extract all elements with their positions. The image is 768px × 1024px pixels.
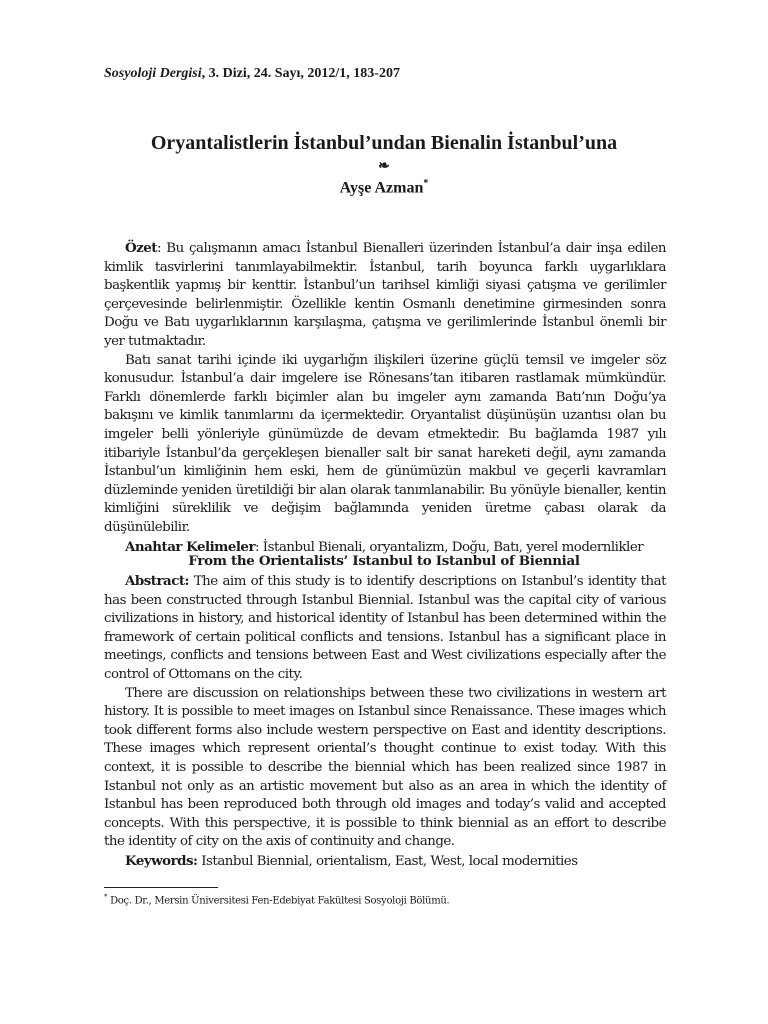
keywords-label-tr: Anahtar Kelimeler [125,538,256,555]
abstract-paragraph [104,572,666,685]
summary-paragraph [104,239,666,352]
keywords-text-en: Istanbul Biennial, orientalism, East, West, local modernities [197,853,578,869]
footnote-text: Doç. Dr., Mersin Üniversitesi Fen-Edebiyat Fakültesi Sosyoloji Bölümü. [107,895,450,907]
journal-name: Sosyoloji Dergisi [104,66,202,81]
summary-text: : Bu çalışmanın amacı İstanbul Bienalleri üzerinden İstanbul’a dair inşa edilen kimlik tasvirlerini tanımlayabilmektir. İstanbul, tarih boyunca farklı uygarlıklara başkentlik yapmış bir kenttir. İstanbul’un tarihsel kimliği siyasi çatışma ve gerilimler çerçevesinde belirlenmiştir. Özellikle kentin Osmanlı denetimine girmesinden sonra Doğu ve Batı uygarlıklarının karşılaşma, çatışma ve gerilimlerinde İstanbul önemli bir yer tutmaktadır. [104,241,666,349]
footnote-mark: * [104,893,108,901]
author-name: Ayşe Azman [339,179,424,197]
author-footnote-mark: * [423,178,429,189]
summary-label: Özet [125,240,157,256]
author-line [0,178,768,197]
keywords-text-tr: : İstanbul Bienali, oryantalizm, Doğu, Batı, yerel modernlikler [255,539,644,555]
abstract-paragraph-2: There are discussion on relationships between these two civilizations in western art history. It is possible to meet images on Istanbul since Renaissance. These images which took different forms also include western perspective on East and identity descriptions. These images which represent oriental’s thought continue to exist today. With this context, it is possible to describe the biennial which has been realized since 1987 in Istanbul not only as an artistic movement but also as an area in which the identity of Istanbul has been reproduced both through old images and today’s valid and accepted concepts. With this perspective, it is possible to think biennial as an effort to describe the identity of city on the axis of continuity and change. [104,685,666,850]
keywords-label-en: Keywords: [125,852,198,869]
abstract-label: Abstract: [125,573,189,589]
article-title: Oryantalistlerin İstanbul’undan Bienalin İstanbul’una [150,132,618,154]
footnote-divider [104,887,218,888]
turkish-summary [104,239,666,557]
english-abstract [104,572,666,872]
fleuron-icon: ❧ [378,158,390,174]
journal-header [104,66,400,82]
footnote [104,893,449,906]
english-keywords [104,852,666,872]
english-title: From the Orientalists’ Istanbul to Istanbul of Biennial [188,553,580,569]
abstract-text: The aim of this study is to identify descriptions on Istanbul’s identity that has been constructed through Istanbul Biennial. Istanbul was the capital city of various civilizations in history, and historical identity of Istanbul has been determined within the framework of certain political conflicts and tensions. Istanbul has a significant place in meetings, conflicts and tensions between East and West civilizations especially after the control of Ottomans on the city. [104,574,666,682]
summary-paragraph-2: Batı sanat tarihi içinde iki uygarlığın ilişkileri üzerine güçlü temsil ve imgeler söz konusudur. İstanbul’a dair imgelere ise Rönesans’tan itibaren rastlamak mümkündür. Farklı dönemlerde farklı biçimler alan bu imgeler aynı zamanda Batı’nın Doğu’ya bakışını ve kimlik tanımlarını da içermektedir. Oryantalist düşünüşün uzantısı olan bu imgeler belli yönleriyle günümüzde de devam etmektedir. Bu bağlamda 1987 yılı itibariyle İstanbul’da gerçekleşen bienaller salt bir sanat hareketi değil, aynı zamanda İstanbul’un kimliğinin hem eski, hem de günümüzün makbul ve geçerli kavramları düzleminde yeniden üretildiği bir alan olarak tanımlanabilir. Bu yönüyle bienaller, kentin kimliğini süreklilik ve değişim bağlamında yeniden üretme çabası olarak da düşünülebilir. [104,352,666,535]
journal-issue: , 3. Dizi, 24. Sayı, 2012/1, 183-207 [201,66,400,81]
